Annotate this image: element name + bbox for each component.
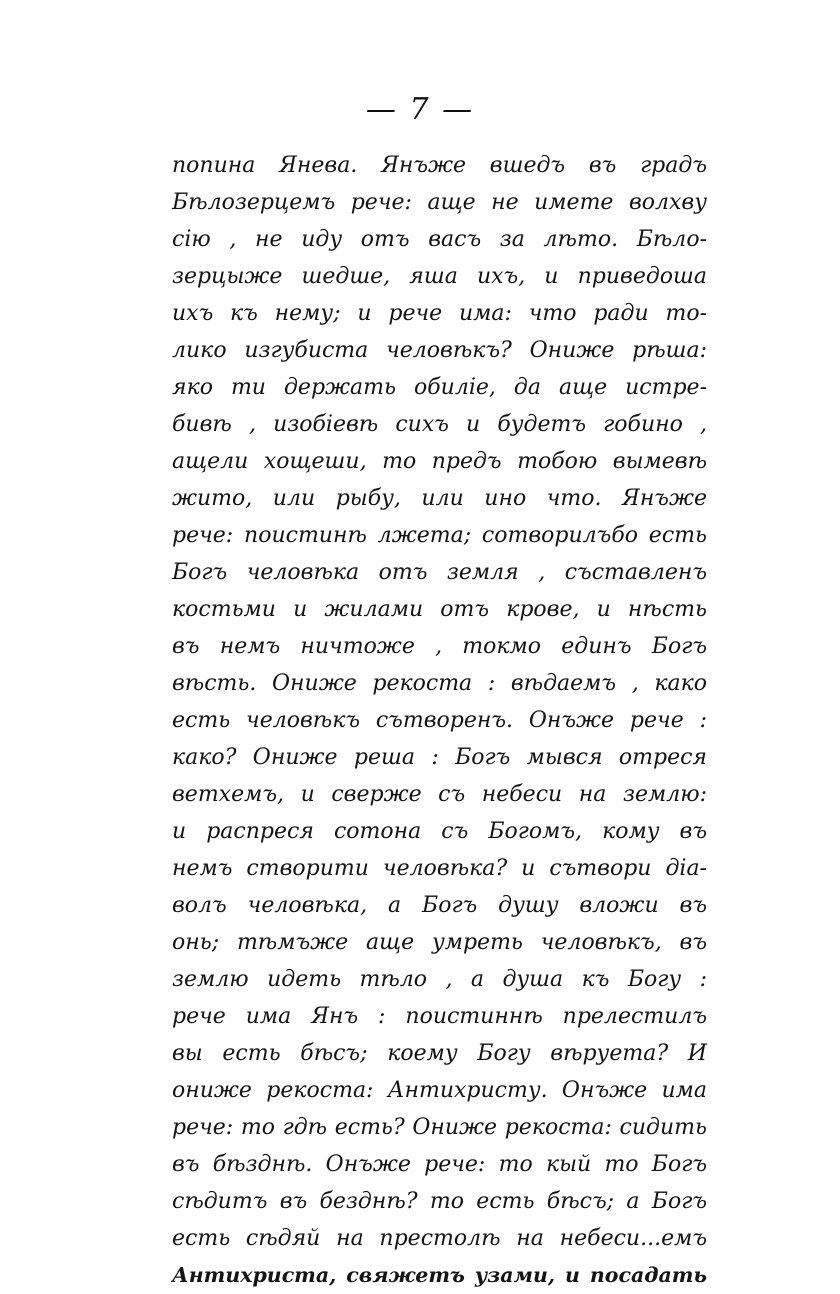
- page-number: — 7 —: [365, 92, 475, 127]
- text-line: ониже рекоста: Антихристу. Онъже има: [172, 1078, 707, 1103]
- body-text: [172, 147, 707, 1294]
- text-line: рече има Янъ : поистиннѣ прелестилъ: [172, 1004, 707, 1029]
- text-line: и распреся сотона съ Богомъ, кому въ: [172, 819, 707, 844]
- text-line: рече: то гдѣ есть? Ониже рекоста: сидить: [172, 1115, 707, 1140]
- text-line: лико изгубиста человѣкъ? Ониже рѣша:: [172, 338, 707, 363]
- text-line: въ немъ ничтоже , токмо единъ Богъ: [172, 634, 707, 659]
- text-line: Богъ человѣка отъ земля , съставленъ: [172, 560, 707, 585]
- text-line: како? Ониже реша : Богъ мывся отреся: [172, 745, 707, 770]
- text-line: вы есть бѣсъ; коему Богу вѣруета? И: [172, 1041, 707, 1066]
- text-line: рече: поистинѣ лжета; сотворилъбо есть: [172, 523, 707, 548]
- text-line: въ бѣзднѣ. Онъже рече: то кый то Богъ: [172, 1152, 707, 1177]
- text-line: костьми и жилами отъ крове, и нѣсть: [172, 597, 707, 622]
- text-line: ветхемъ, и сверже съ небеси на землю:: [172, 782, 707, 807]
- text-line: немъ створити человѣка? и сътвори діа-: [172, 856, 707, 881]
- text-line: жито, или рыбу, или ино что. Янъже: [172, 486, 707, 511]
- text-line: вѣсть. Ониже рекоста : вѣдаемъ , како: [172, 671, 707, 696]
- text-line: попина Янева. Янъже вшедъ въ градъ: [172, 153, 707, 178]
- text-line: онь; тѣмъже аще умреть человѣкъ, въ: [172, 930, 707, 955]
- text-line: есть человѣкъ сътворенъ. Онъже рече :: [172, 708, 707, 733]
- text-line: землю идеть тѣло , а душа къ Богу :: [172, 967, 707, 992]
- text-line: сію , не иду отъ васъ за лѣто. Бѣло-: [172, 227, 707, 252]
- text-line: Бѣлозерцемъ рече: аще не имете волхву: [172, 190, 707, 215]
- text-line: бивѣ , изобіевѣ сихъ и будетъ гобино ,: [172, 412, 707, 437]
- text-line: Антихриста, свяжетъ узами, и посадать: [172, 1263, 707, 1287]
- text-line: есть сѣдяй на престолѣ на небеси...емъ: [172, 1226, 707, 1251]
- text-line: зерцыже шедше, яша ихъ, и приведоша: [172, 264, 707, 289]
- text-line: ихъ къ нему; и рече има: что ради то-: [172, 301, 707, 326]
- text-line: сѣдитъ въ безднѣ? то есть бѣсъ; а Богъ: [172, 1189, 707, 1214]
- text-line: волъ человѣка, а Богъ душу вложи въ: [172, 893, 707, 918]
- text-line: ащели хощеши, то предъ тобою вымевѣ: [172, 449, 707, 474]
- text-line: яко ти держать обиліе, да аще истре-: [172, 375, 707, 400]
